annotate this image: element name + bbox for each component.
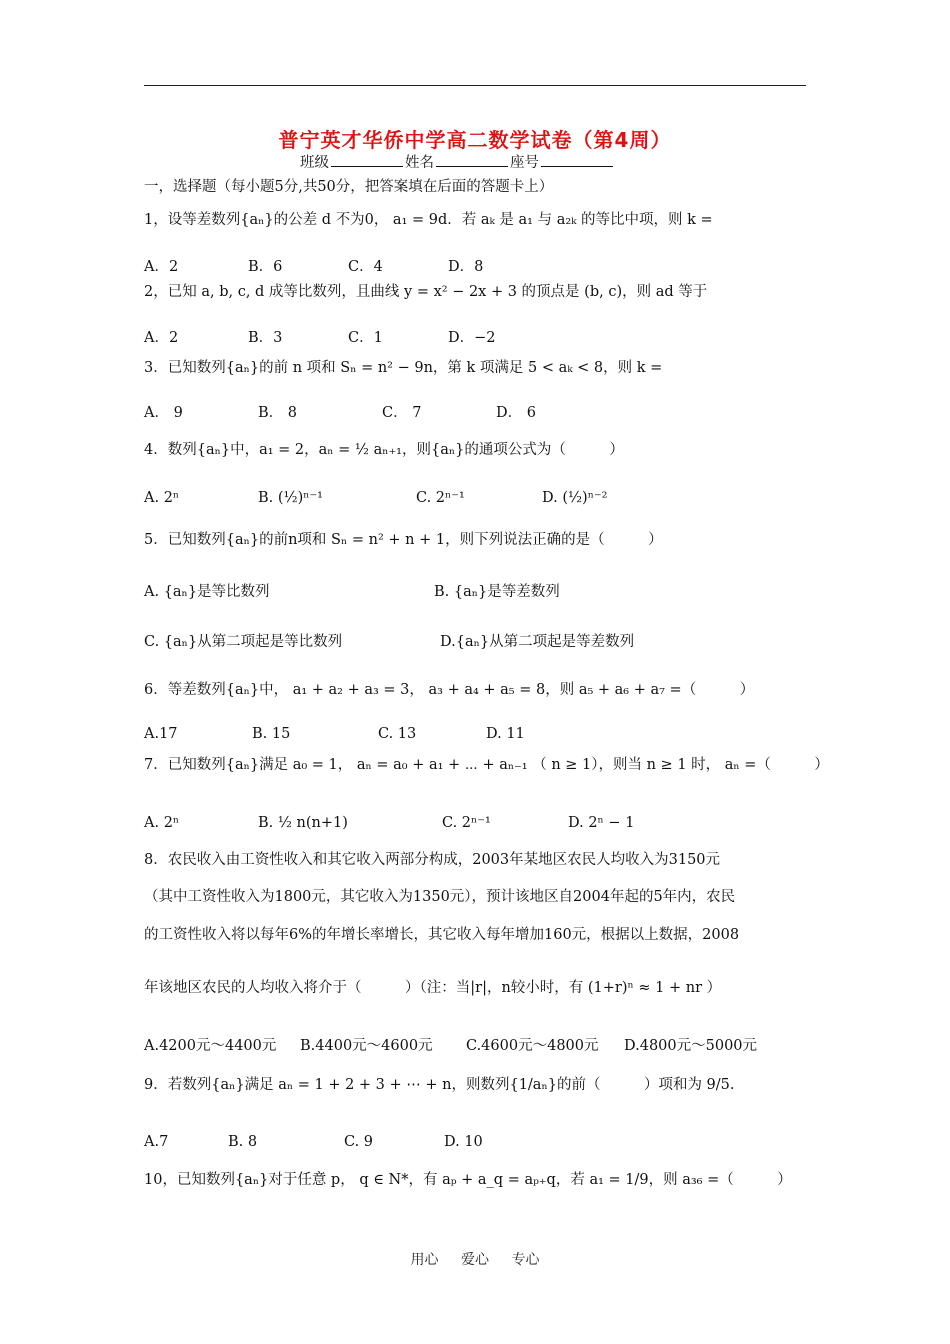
q7-option-b[interactable]: B. ½ n(n+1): [258, 815, 348, 831]
question-1: 1，设等差数列{aₙ}的公差 d 不为0， a₁ = 9d．若 aₖ 是 a₁ 与 a₂ₖ 的等比中项，则 k =: [144, 212, 713, 228]
section-heading: 一，选择题（每小题5分,共50分，把答案填在后面的答题卡上）: [144, 179, 554, 195]
question-5: 5．已知数列{aₙ}的前n项和 Sₙ = n² + n + 1，则下列说法正确的是（ ）: [144, 532, 663, 548]
name-label: 姓名: [405, 155, 434, 171]
question-6: 6．等差数列{aₙ}中， a₁ + a₂ + a₃ = 3， a₃ + a₄ + a₅ = 8，则 a₅ + a₆ + a₇ =（ ）: [144, 682, 755, 698]
question-9: 9．若数列{aₙ}满足 aₙ = 1 + 2 + 3 + ⋯ + n，则数列{1/aₙ}的前（ ）项和为 9/5.: [144, 1077, 735, 1093]
q9-option-b[interactable]: B. 8: [228, 1134, 258, 1150]
q1-option-a[interactable]: A．2: [144, 259, 179, 275]
seat-blank[interactable]: [541, 152, 613, 167]
class-blank[interactable]: [331, 152, 403, 167]
q2-option-b[interactable]: B．3: [248, 330, 283, 346]
q3-option-c[interactable]: C． 7: [382, 405, 422, 421]
q6-option-a[interactable]: A.17: [144, 726, 178, 742]
question-3: 3．已知数列{aₙ}的前 n 项和 Sₙ = n² − 9n，第 k 项满足 5 < aₖ < 8，则 k =: [144, 360, 663, 376]
question-7: 7．已知数列{aₙ}满足 a₀ = 1， aₙ = a₀ + a₁ + ⋯ + aₙ₋₁ （ n ≥ 1），则当 n ≥ 1 时， aₙ =（ ）: [144, 757, 829, 773]
q9-option-a[interactable]: A.7: [144, 1134, 169, 1150]
question-2: 2，已知 a, b, c, d 成等比数列，且曲线 y = x² − 2x + 3 的顶点是 (b, c)，则 ad 等于: [144, 284, 708, 300]
q3-option-d[interactable]: D． 6: [496, 405, 536, 421]
question-4: 4．数列{aₙ}中，a₁ = 2，aₙ = ½ aₙ₊₁，则{aₙ}的通项公式为（ ）: [144, 442, 624, 458]
q4-option-d[interactable]: D. (½)ⁿ⁻²: [542, 490, 608, 506]
q9-option-d[interactable]: D. 10: [444, 1134, 483, 1150]
q8-option-d[interactable]: D.4800元～5000元: [624, 1038, 758, 1054]
q7-option-d[interactable]: D. 2ⁿ − 1: [568, 815, 635, 831]
q2-option-c[interactable]: C．1: [348, 330, 383, 346]
question-10: 10，已知数列{aₙ}对于任意 p， q ∈ N*，有 aₚ + a_q = aₚ₊q，若 a₁ = 1/9，则 a₃₆ =（ ）: [144, 1172, 792, 1188]
q3-option-a[interactable]: A． 9: [144, 405, 183, 421]
q5-option-c[interactable]: C. {aₙ}从第二项起是等比数列: [144, 634, 343, 650]
q6-option-b[interactable]: B. 15: [252, 726, 291, 742]
name-blank[interactable]: [436, 152, 508, 167]
q4-option-c[interactable]: C. 2ⁿ⁻¹: [416, 490, 465, 506]
q1-option-d[interactable]: D．8: [448, 259, 484, 275]
q8-option-a[interactable]: A.4200元～4400元: [144, 1038, 277, 1054]
question-8-line-4: 年该地区农民的人均收入将介于（ ）（注：当|r|，n较小时，有 (1+r)ⁿ ≈ 1 + nr ）: [144, 980, 722, 996]
q2-option-d[interactable]: D．−2: [448, 330, 496, 346]
page-title: 普宁英才华侨中学高二数学试卷（第4周）: [278, 128, 672, 152]
seat-label: 座号: [510, 155, 539, 171]
q7-option-c[interactable]: C. 2ⁿ⁻¹: [442, 815, 491, 831]
q5-option-d[interactable]: D.{aₙ}从第二项起是等差数列: [440, 634, 635, 650]
q2-option-a[interactable]: A．2: [144, 330, 179, 346]
header-rule: [144, 85, 806, 86]
q8-option-b[interactable]: B.4400元～4600元: [300, 1038, 433, 1054]
q1-option-b[interactable]: B．6: [248, 259, 283, 275]
q4-option-b[interactable]: B. (½)ⁿ⁻¹: [258, 490, 323, 506]
q3-option-b[interactable]: B． 8: [258, 405, 297, 421]
q1-option-c[interactable]: C．4: [348, 259, 383, 275]
q7-option-a[interactable]: A. 2ⁿ: [144, 815, 180, 831]
q9-option-c[interactable]: C. 9: [344, 1134, 374, 1150]
question-8-line-3: 的工资性收入将以每年6%的年增长率增长，其它收入每年增加160元，根据以上数据，2008: [144, 927, 740, 943]
question-8-line-1: 8．农民收入由工资性收入和其它收入两部分构成，2003年某地区农民人均收入为3150元: [144, 852, 721, 868]
page-footer: 用心 爱心 专心: [410, 1252, 540, 1268]
q6-option-c[interactable]: C. 13: [378, 726, 417, 742]
q5-option-a[interactable]: A. {aₙ}是等比数列: [144, 584, 270, 600]
class-label: 班级: [300, 155, 329, 171]
question-8-line-2: （其中工资性收入为1800元，其它收入为1350元），预计该地区自2004年起的5年内，农民: [144, 889, 736, 905]
q6-option-d[interactable]: D. 11: [486, 726, 525, 742]
info-line: [300, 152, 615, 173]
q8-option-c[interactable]: C.4600元～4800元: [466, 1038, 599, 1054]
q5-option-b[interactable]: B. {aₙ}是等差数列: [434, 584, 560, 600]
q4-option-a[interactable]: A. 2ⁿ: [144, 490, 180, 506]
